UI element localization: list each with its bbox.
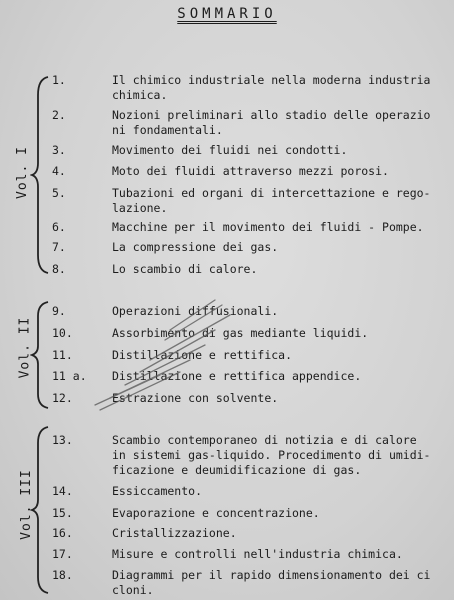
entry-number: 5. [52, 186, 66, 200]
entry-title: Moto dei fluidi attraverso mezzi porosi. [112, 164, 389, 178]
entry-title: Nozioni preliminari allo stadio delle operazio ni fondamentali. [112, 108, 431, 137]
entry-title: La compressione dei gas. [112, 240, 279, 254]
entry-number: 14. [52, 484, 73, 498]
entry-number: 4. [52, 164, 66, 178]
volume-label-1: Vol. I [14, 146, 30, 199]
entry-number: 6. [52, 220, 66, 234]
entry-number: 17. [52, 547, 73, 561]
entry-number: 11. [52, 348, 73, 362]
entry-number: 13. [52, 433, 73, 447]
entry-title: Misure e controlli nell'industria chimica. [112, 547, 403, 561]
entry-title: Estrazione con solvente. [112, 391, 279, 405]
entry-title: Lo scambio di calore. [112, 262, 258, 276]
entry-number: 7. [52, 240, 66, 254]
entry-title: Il chimico industriale nella moderna industria chimica. [112, 73, 431, 102]
entry-number: 16. [52, 526, 73, 540]
entry-title: Diagrammi per il rapido dimensionamento dei ci cloni. [112, 568, 431, 597]
entry-title: Cristallizzazione. [112, 526, 237, 540]
entry-number: 12. [52, 391, 73, 405]
entry-title: Essiccamento. [112, 484, 203, 498]
entry-number: 3. [52, 143, 66, 157]
entry-title: Macchine per il movimento dei fluidi - Pompe. [112, 220, 424, 234]
entry-number: 15. [52, 506, 73, 520]
entry-number: 9. [52, 304, 66, 318]
entry-title: Distillazione e rettifica appendice. [112, 369, 362, 383]
entry-title: Evaporazione e concentrazione. [112, 506, 320, 520]
entry-title: Assorbimento di gas mediante liquidi. [112, 326, 369, 340]
entry-title: Distillazione e rettifica. [112, 348, 293, 362]
volume-brace-1 [30, 75, 50, 275]
entry-number: 18. [52, 568, 73, 582]
entry-title: Scambio contemporaneo di notizia e di calore in sistemi gas-liquido. Procedimento di umidi- ficazione e deumidificazione di gas. [112, 433, 431, 477]
entry-title: Movimento dei fluidi nei condotti. [112, 143, 348, 157]
entry-number: 11 a. [52, 369, 87, 383]
volume-brace-3 [30, 425, 50, 595]
entry-title: Operazioni diffusionali. [112, 304, 279, 318]
entry-number: 10. [52, 326, 73, 340]
volume-label-3: Vol. III [18, 469, 34, 540]
entry-title: Tubazioni ed organi di intercettazione e rego- lazione. [112, 186, 431, 215]
volume-brace-2 [30, 300, 50, 410]
entry-number: 8. [52, 262, 66, 276]
entry-number: 1. [52, 73, 66, 87]
entry-number: 2. [52, 108, 66, 122]
page-title: SOMMARIO [177, 6, 277, 22]
volume-label-2: Vol. II [17, 316, 33, 379]
